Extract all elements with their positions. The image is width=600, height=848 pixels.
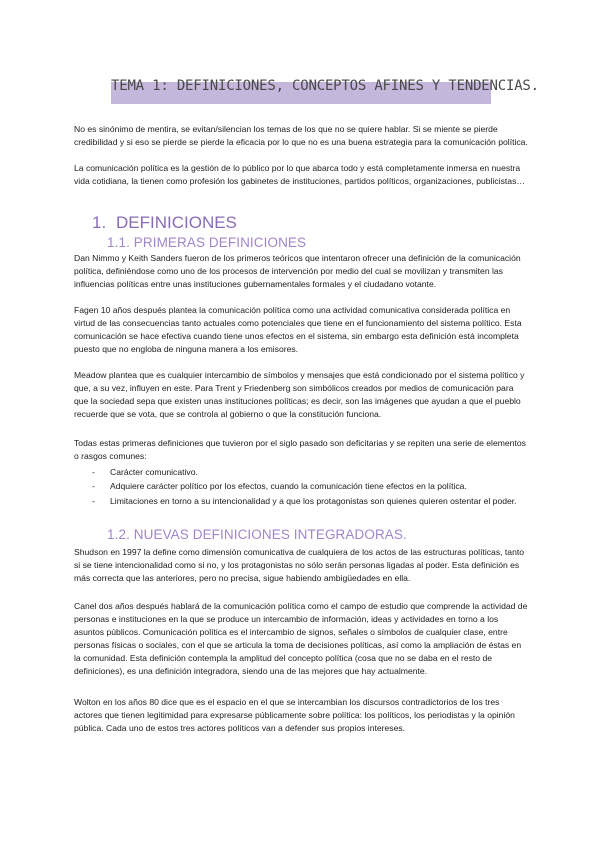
paragraph-canel: Canel dos años después hablará de la comunicación política como el campo de estudio que comprende la actividad de personas e instituciones en la que se produce un intercambio de información, ideas y actividades en torno a los asuntos públicos. Comunicación política es el intercambio de signos, señales o símbolos de cualquier clase, entre personas físicas o sociales, con el que se articula la toma de decisiones políticas, así como la ampliación de éstas en la comunidad. Esta definición contempla la amplitud del concepto política (cosa que no se daba en el resto de definiciones), es una definición integradora, siendo una de las mejores que hay actualmente. [74, 601, 528, 676]
paragraph-fagen: Fagen 10 años después plantea la comunicación política como una actividad comunicativa considerada política en virtud de las consecuencias tanto actuales como potenciales que tiene en el funcionamiento del sistema político. Esta comunicación se hace efectiva cuando tiene unos efectos en el sistema, sin embargo esta definición está incompleta puesto que no engloba de ninguna manera a los emisores. [74, 305, 522, 354]
section-heading-definiciones [92, 213, 237, 233]
common-traits-list [74, 465, 529, 508]
subheading-nuevas-definiciones: 1.2. NUEVAS DEFINICIONES INTEGRADORAS. [107, 527, 407, 542]
paragraph-shudson: Shudson en 1997 la define como dimensión comunicativa de cualquiera de los actos de las estructuras políticas, tanto si se tiene intencionalidad como si no, y los protagonistas no sólo serán personas ligadas al poder. Esta definición es más correcta que las anteriores, pero no precisa, sigue habiendo ambigüedades en ella. [74, 547, 525, 583]
intro-paragraph-2: La comunicación política es la gestión de lo público por lo que abarca todo y está completamente inmersa en nuestra vida cotidiana, la tienen como profesión los gabinetes de instituciones, partidos políticos, organizaciones, publicistas… [74, 163, 525, 186]
list-item: - Adquiere carácter político por los efectos, cuando la comunicación tiene efectos en la política. [74, 479, 529, 493]
document-title: TEMA 1: DEFINICIONES, CONCEPTOS AFINES Y TENDENCIAS. [111, 78, 539, 94]
list-item: - Limitaciones en torno a su intencionalidad y a que los protagonistas son quienes quieren ostentar el poder. [74, 494, 529, 508]
section-title: DEFINICIONES [116, 213, 237, 232]
section-number: 1. [92, 213, 107, 232]
paragraph-nimmo-sanders: Dan Nimmo y Keith Sanders fueron de los primeros teóricos que intentaron ofrecer una definición de la comunicación política, definiéndose como uno de los procesos de intervención por medio del cual se movilizan y transmiten las influencias políticas entre unas instituciones gubernamentales formales y el ciudadano votante. [74, 253, 521, 289]
intro-paragraph-1: No es sinónimo de mentira, se evitan/silencian los temas de los que no se quiere hablar. Si se miente se pierde credibilidad y si eso se pierde se pierde la eficacia por lo que no es una buena estrategia para la comunicación política. [74, 124, 528, 147]
subheading-primeras-definiciones: 1.1. PRIMERAS DEFINICIONES [107, 235, 307, 250]
paragraph-rasgos-comunes: Todas estas primeras definiciones que tuvieron por el siglo pasado son deficitarias y se repiten una serie de elementos o rasgos comunes: [74, 438, 526, 461]
paragraph-wolton: Wolton en los años 80 dice que es el espacio en el que se intercambian los discursos contradictorios de los tres actores que tienen legitimidad para expresarse públicamente sobre política: los políticos, los periodistas y la opinión pública. Cada uno de estos tres actores políticos van a defender sus propios intereses. [74, 697, 515, 733]
paragraph-meadow: Meadow plantea que es cualquier intercambio de símbolos y mensajes que está condicionado por el sistema político y que, a su vez, influyen en este. Para Trent y Friedenberg son simbólicos creados por medios de comunicación para que la sociedad sepa que existen unas instituciones políticas; es decir, son las imágenes que ayudan a que el pueblo recuerde que se vota, que se controla al gobierno o que la constitución funciona. [74, 370, 525, 419]
document-title-block [111, 74, 539, 104]
list-item: - Carácter comunicativo. [74, 465, 529, 479]
